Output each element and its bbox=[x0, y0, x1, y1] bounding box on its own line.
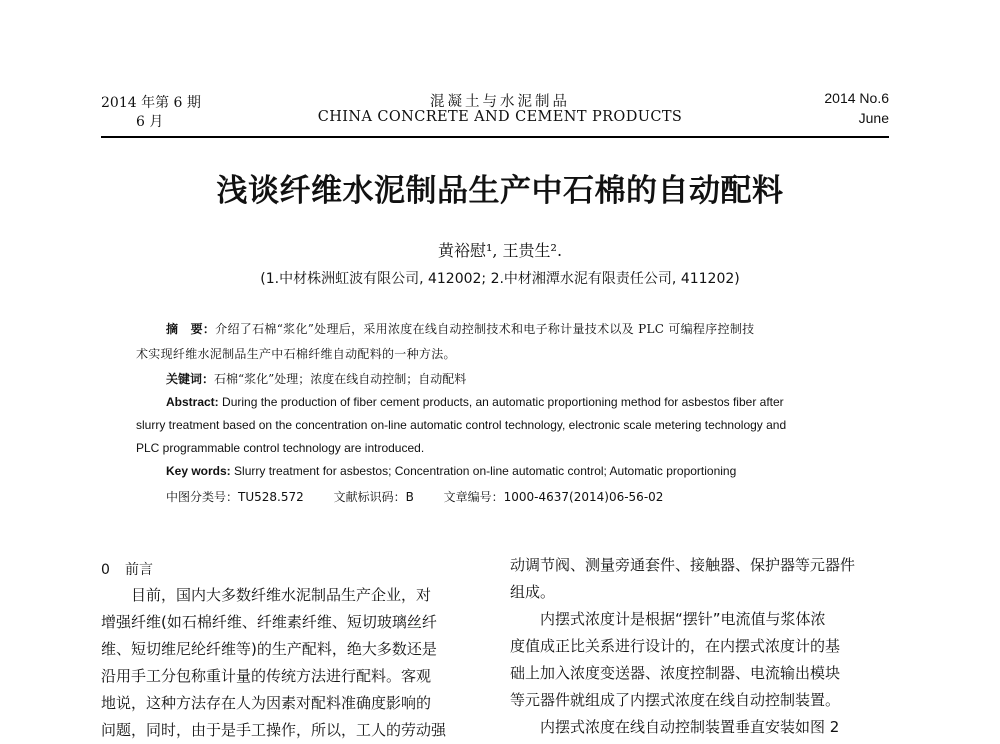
paragraph-line: 增强纤维(如石棉纤维、纤维素纤维、短切玻璃丝纤 bbox=[101, 613, 437, 631]
article-title: 浅谈纤维水泥制品生产中石棉的自动配料 bbox=[216, 173, 784, 209]
paragraph-line: 组成。 bbox=[510, 583, 556, 601]
body-left-column bbox=[101, 582, 477, 744]
abstract-en-line-1 bbox=[166, 395, 886, 409]
keywords-cn-text: 石棉“浆化”处理；浓度在线自动控制；自动配料 bbox=[214, 372, 467, 386]
journal-title-cn: 混凝土与水泥制品 bbox=[430, 94, 570, 110]
keywords-cn-label: 关键词： bbox=[166, 372, 215, 386]
paragraph-line: 沿用手工分包称重计量的传统方法进行配料。客观 bbox=[101, 667, 432, 685]
header-issue: 2014 年第 6 期 bbox=[101, 95, 201, 111]
paragraph-line: 动调节阀、测量旁通套件、接触器、保护器等元器件 bbox=[510, 556, 856, 574]
abstract-en-label: Abstract: bbox=[166, 395, 219, 409]
section-number: 0 bbox=[101, 562, 110, 578]
header-issue-en: 2014 No.6 bbox=[824, 90, 889, 106]
abstract-en-line-2: slurry treatment based on the concentration on-line automatic control technology, electronic scale metering technology and bbox=[136, 418, 787, 432]
paragraph-line: 内摆式浓度计是根据“摆针”电流值与浆体浓 bbox=[540, 610, 826, 628]
section-heading bbox=[101, 559, 153, 579]
body-right-column bbox=[510, 552, 890, 741]
keywords-en-label: Key words: bbox=[166, 464, 231, 478]
header-rule bbox=[101, 136, 889, 138]
keywords-en-text: Slurry treatment for asbestos; Concentration on-line automatic control; Automatic proportioning bbox=[230, 464, 737, 478]
header-month: 6 月 bbox=[136, 114, 164, 130]
journal-title-en: CHINA CONCRETE AND CEMENT PRODUCTS bbox=[317, 109, 683, 125]
paragraph-line: 问题，同时，由于是手工操作，所以，工人的劳动强 bbox=[101, 721, 447, 739]
abstract-en-line-3: PLC programmable control technology are introduced. bbox=[136, 441, 425, 455]
paragraph-line: 地说，这种方法存在人为因素对配料准确度影响的 bbox=[101, 694, 432, 712]
abstract-cn-line-2: 术实现纤维水泥制品生产中石棉纤维自动配料的一种方法。 bbox=[136, 347, 456, 361]
keywords-cn bbox=[166, 370, 866, 387]
paragraph-line: 础上加入浓度变送器、浓度控制器、电流输出模块 bbox=[510, 664, 841, 682]
abstract-en-text-1: During the production of fiber cement products, an automatic proportioning method for asbestos fiber after bbox=[218, 395, 784, 409]
clc-number: 中图分类号：TU528.572 bbox=[166, 490, 304, 504]
abstract-cn-text-1: 介绍了石棉“浆化”处理后，采用浓度在线自动控制技术和电子称计量技术以及 PLC 可编程序控制技 bbox=[215, 322, 755, 336]
paragraph-line: 等元器件就组成了内摆式浓度在线自动控制装置。 bbox=[510, 691, 841, 709]
keywords-en bbox=[166, 464, 886, 478]
paragraph-line: 目前，国内大多数纤维水泥制品生产企业，对 bbox=[131, 586, 432, 604]
abstract-cn-line-1 bbox=[166, 320, 866, 337]
section-title: 前言 bbox=[125, 562, 153, 578]
paragraph-line: 度值成正比关系进行设计的，在内摆式浓度计的基 bbox=[510, 637, 841, 655]
header-month-en: June bbox=[858, 110, 889, 126]
article-authors: 黄裕慰¹, 王贵生². bbox=[437, 241, 563, 260]
document-code: 文献标识码：B bbox=[333, 490, 414, 504]
classification-line bbox=[166, 488, 886, 505]
paragraph-line: 维、短切维尼纶纤维等)的生产配料，绝大多数还是 bbox=[101, 640, 437, 658]
paragraph-line: 内摆式浓度在线自动控制装置垂直安装如图 2 bbox=[540, 718, 840, 736]
article-number: 文章编号：1000-4637(2014)06-56-02 bbox=[443, 490, 664, 504]
article-affiliations: (1.中材株洲虹波有限公司, 412002; 2.中材湘潭水泥有限责任公司, 411202) bbox=[260, 271, 740, 287]
abstract-cn-label: 摘 要： bbox=[166, 322, 216, 336]
